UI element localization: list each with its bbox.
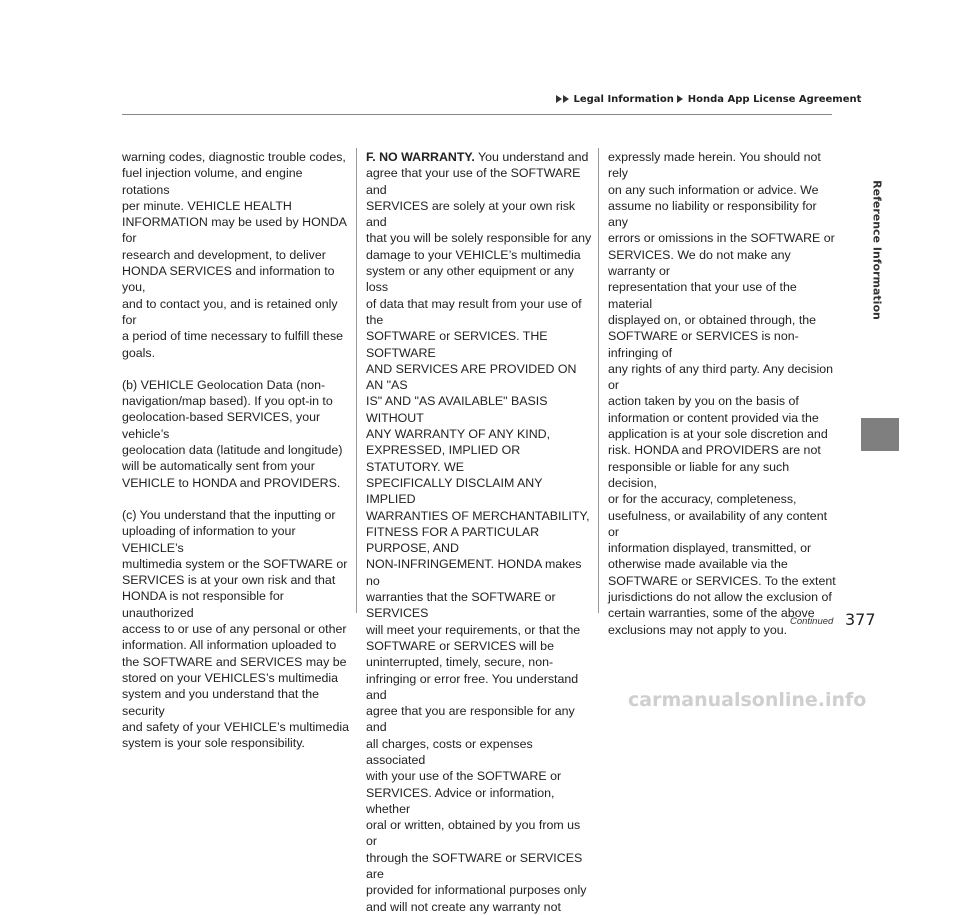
- page-number: 377: [845, 610, 876, 629]
- breadcrumb: [556, 94, 861, 105]
- paragraph-warning-codes: warning codes, diagnostic trouble codes, fuel injection volume, and engine rotations per minute. VEHICLE HEALTH INFORMATION may be used by HONDA for research and development, to deliver HONDA SERVICES and information to you, and to contact you, and is retained only for a period of time necessary to fulfill these goals.: [122, 150, 347, 360]
- continued-label: Continued: [790, 616, 834, 627]
- paragraph-no-warranty: [366, 149, 594, 915]
- breadcrumb-arrow-icon: [677, 95, 683, 103]
- breadcrumb-item-honda-app-license[interactable]: Honda App License Agreement: [687, 94, 862, 105]
- text-column-3: [608, 149, 836, 638]
- paragraph-no-warranty-body: You understand and agree that your use of the SOFTWARE and SERVICES are solely at your own risk and that you will be solely responsible for any damage to your VEHICLE’s multimedia system or any other equipment or any loss of data that may result from your use of the SOFTWARE or SERVICES. THE SOFTWARE AND SERVICES ARE PROVIDED ON AN "AS IS" AND "AS AVAILABLE" BASIS WITHOUT ANY WARRANTY OF ANY KIND, EXPRESSED, IMPLIED OR STATUTORY. WE SPECIFICALLY DISCLAIM ANY IMPLIED WARRANTIES OF MERCHANTABILITY, FITNESS FOR A PARTICULAR PURPOSE, AND NON-INFRINGEMENT. HONDA makes no warranties that the SOFTWARE or SERVICES will meet your requirements, or that the SOFTWARE or SERVICES will be uninterrupted, timely, secure, non- infringing or error free. You understand and agree that you are responsible for any and all charges, costs or expenses associated with your use of the SOFTWARE or SERVICES. Advice or information, whether oral or written, obtained by you from us or through the SOFTWARE or SERVICES are provided for informational purposes only and will not create any warranty not: [366, 150, 592, 914]
- column-divider: [598, 148, 599, 613]
- side-tab-marker: [861, 418, 899, 451]
- breadcrumb-arrow-icon: [563, 95, 569, 103]
- watermark: carmanualsonline.info: [628, 689, 867, 711]
- column-divider: [356, 148, 357, 613]
- breadcrumb-item-legal-information[interactable]: Legal Information: [573, 94, 674, 105]
- side-tab-label: Reference Information: [870, 180, 884, 320]
- text-column-1: [122, 149, 350, 751]
- section-heading-no-warranty: F. NO WARRANTY.: [366, 150, 475, 164]
- text-column-2: [366, 149, 594, 915]
- header-divider: [122, 114, 832, 115]
- breadcrumb-arrow-icon: [556, 95, 562, 103]
- paragraph-no-reliance: expressly made herein. You should not rely on any such information or advice. We assume no liability or responsibility for any errors or omissions in the SOFTWARE or SERVICES. We do not make any warranty or representation that your use of the material displayed on, or obtained through, the SOFTWARE or SERVICES is non-infringing of any rights of any third party. Any decision or action taken by you on the basis of information or content provided via the application is at your sole discretion and risk. HONDA and PROVIDERS are not responsible or liable for any such decision, or for the accuracy, completeness, usefulness, or availability of any content or information displayed, transmitted, or otherwise made available via the SOFTWARE or SERVICES. To the extent jurisdictions do not allow the exclusion of certain warranties, some of the above exclusions may not apply to you.: [608, 150, 836, 637]
- paragraph-uploading-information: (c) You understand that the inputting or uploading of information to your VEHICLE’s multimedia system or the SOFTWARE or SERVICES is at your own risk and that HONDA is not responsible for unauthorized access to or use of any personal or other information. All information uploaded to the SOFTWARE and SERVICES may be stored on your VEHICLES’s multimedia system and you understand that the security and safety of your VEHICLE’s multimedia system is your sole responsibility.: [122, 507, 350, 751]
- paragraph-geolocation-data: (b) VEHICLE Geolocation Data (non- navigation/map based). If you opt-in to geolocation-based SERVICES, your vehicle’s geolocation data (latitude and longitude) will be automatically sent from your VEHICLE to HONDA and PROVIDERS.: [122, 377, 343, 490]
